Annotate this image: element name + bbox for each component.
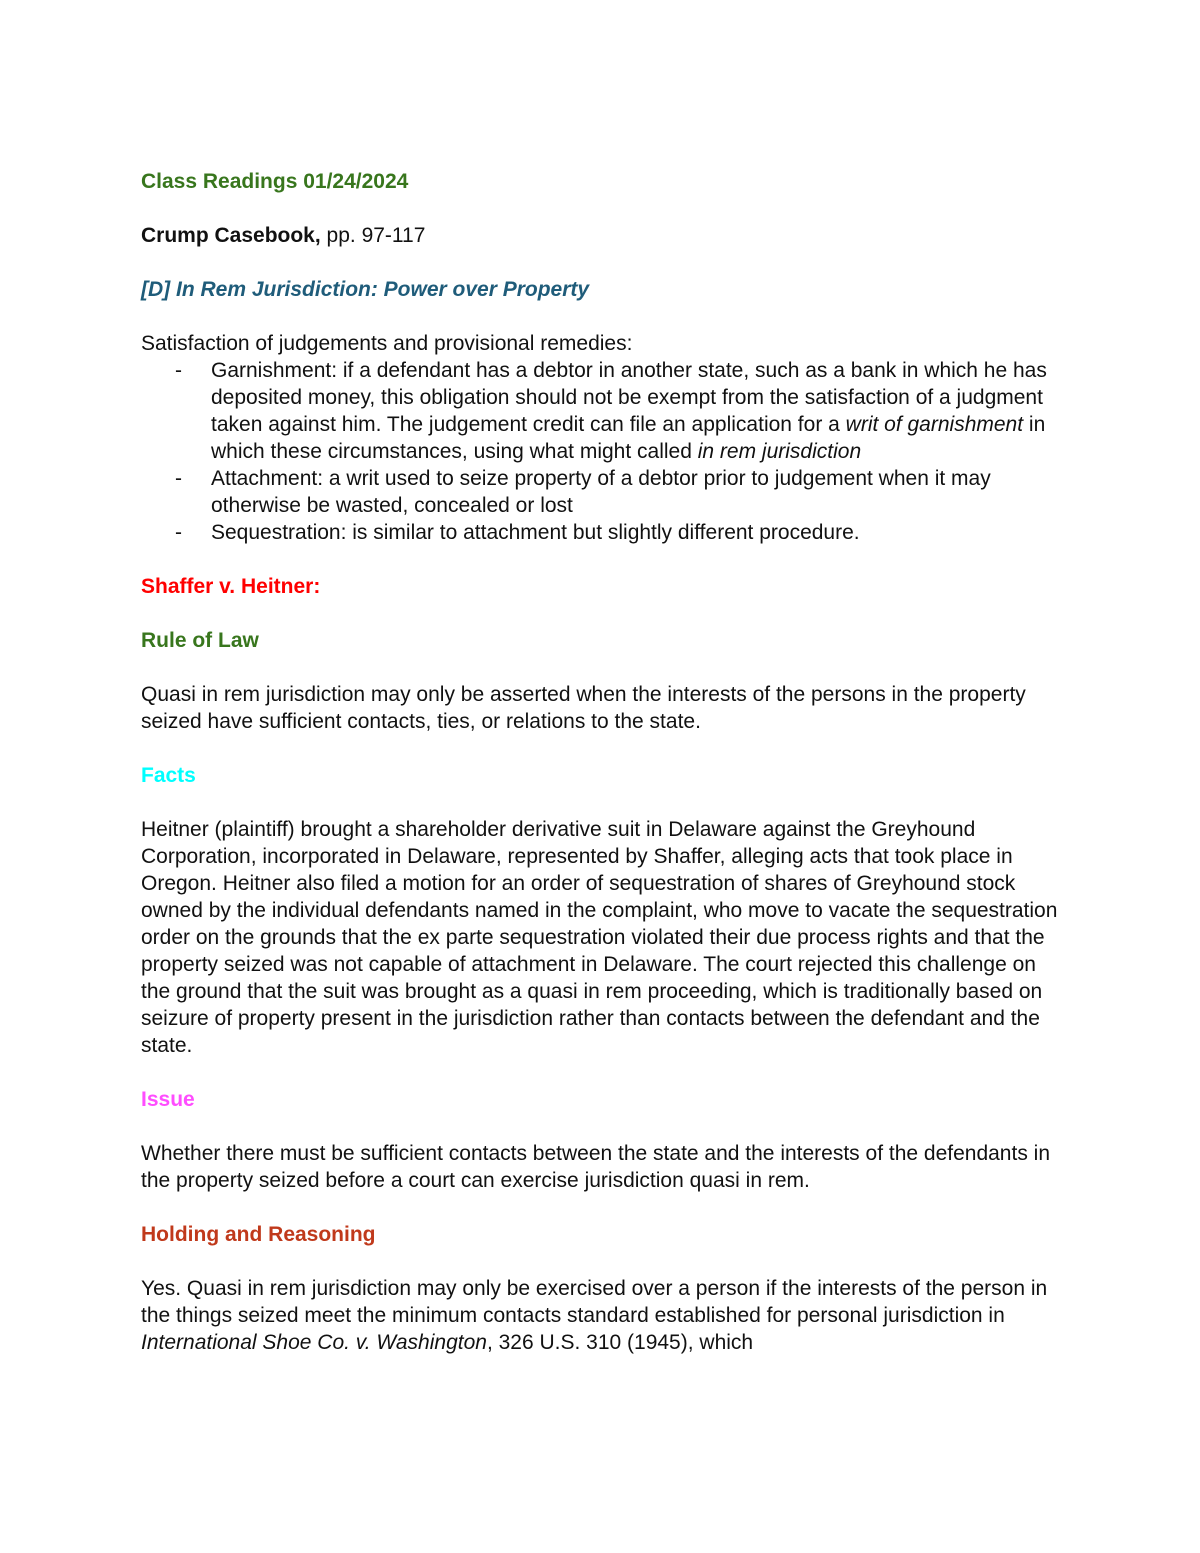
dash-bullet: - (175, 359, 182, 382)
case-name: Shaffer v. Heitner: (141, 575, 321, 598)
remedies-list (141, 357, 1061, 546)
rule-heading: Rule of Law (141, 629, 259, 652)
dash-bullet: - (175, 521, 182, 544)
rule-text: Quasi in rem jurisdiction may only be asserted when the interests of the persons in the property seized have sufficient contacts, ties, or relations to the state. (141, 683, 1026, 733)
holding-text (141, 1275, 1061, 1356)
list-item-attachment (141, 465, 1061, 519)
casebook-pages: pp. 97-117 (320, 224, 426, 247)
issue-heading: Issue (141, 1088, 195, 1111)
garnishment-text-continued: in which these circumstances, using what might called (211, 413, 1046, 463)
section-title: [D] In Rem Jurisdiction: Power over Property (141, 278, 590, 301)
issue-text: Whether there must be sufficient contacts between the state and the interests of the defendants in the property seized before a court can exercise jurisdiction quasi in rem. (141, 1142, 1050, 1192)
casebook-reference (141, 222, 1061, 249)
holding-text-tail: , 326 U.S. 310 (1945), which (486, 1331, 754, 1354)
list-item-garnishment (141, 357, 1061, 465)
in-rem-jurisdiction-term: in rem jurisdiction (697, 440, 862, 463)
case-citation-name: International Shoe Co. v. Washington (141, 1331, 487, 1354)
facts-heading: Facts (141, 764, 196, 787)
dash-bullet: - (175, 467, 182, 490)
holding-heading: Holding and Reasoning (141, 1223, 376, 1246)
attachment-text: Attachment: a writ used to seize property of a debtor prior to judgement when it may otherwise be wasted, concealed or lost (211, 467, 991, 517)
garnishment-text: Garnishment: if a defendant has a debtor in another state, such as a bank in which he has deposited money, this obligation should not be exempt from the satisfaction of a judgment taken against him. The judgement credit can file an application for a (211, 359, 1047, 436)
holding-text-main: Yes. Quasi in rem jurisdiction may only be exercised over a person if the interests of the person in the things seized meet the minimum contacts standard established for personal jurisdiction in (141, 1277, 1048, 1327)
casebook-title: Crump Casebook, (141, 224, 321, 247)
list-item-sequestration (141, 519, 1061, 546)
writ-of-garnishment-term: writ of garnishment (845, 413, 1024, 436)
document-page (141, 168, 1061, 1356)
sequestration-text: Sequestration: is similar to attachment but slightly different procedure. (211, 521, 860, 544)
page-title: Class Readings 01/24/2024 (141, 170, 409, 193)
remedies-intro: Satisfaction of judgements and provisional remedies: (141, 332, 633, 355)
facts-text: Heitner (plaintiff) brought a shareholder derivative suit in Delaware against the Greyhound Corporation, incorporated in Delaware, represented by Shaffer, alleging acts that took place in Oregon. Heitner also filed a motion for an order of sequestration of shares of Greyhound stock owned by the individual defendants named in the complaint, who move to vacate the sequestration order on the grounds that the ex parte sequestration violated their due process rights and that the property seized was not capable of attachment in Delaware. The court rejected this challenge on the ground that the suit was brought as a quasi in rem proceeding, which is traditionally based on seizure of property present in the jurisdiction rather than contacts between the defendant and the state. (141, 818, 1058, 1057)
